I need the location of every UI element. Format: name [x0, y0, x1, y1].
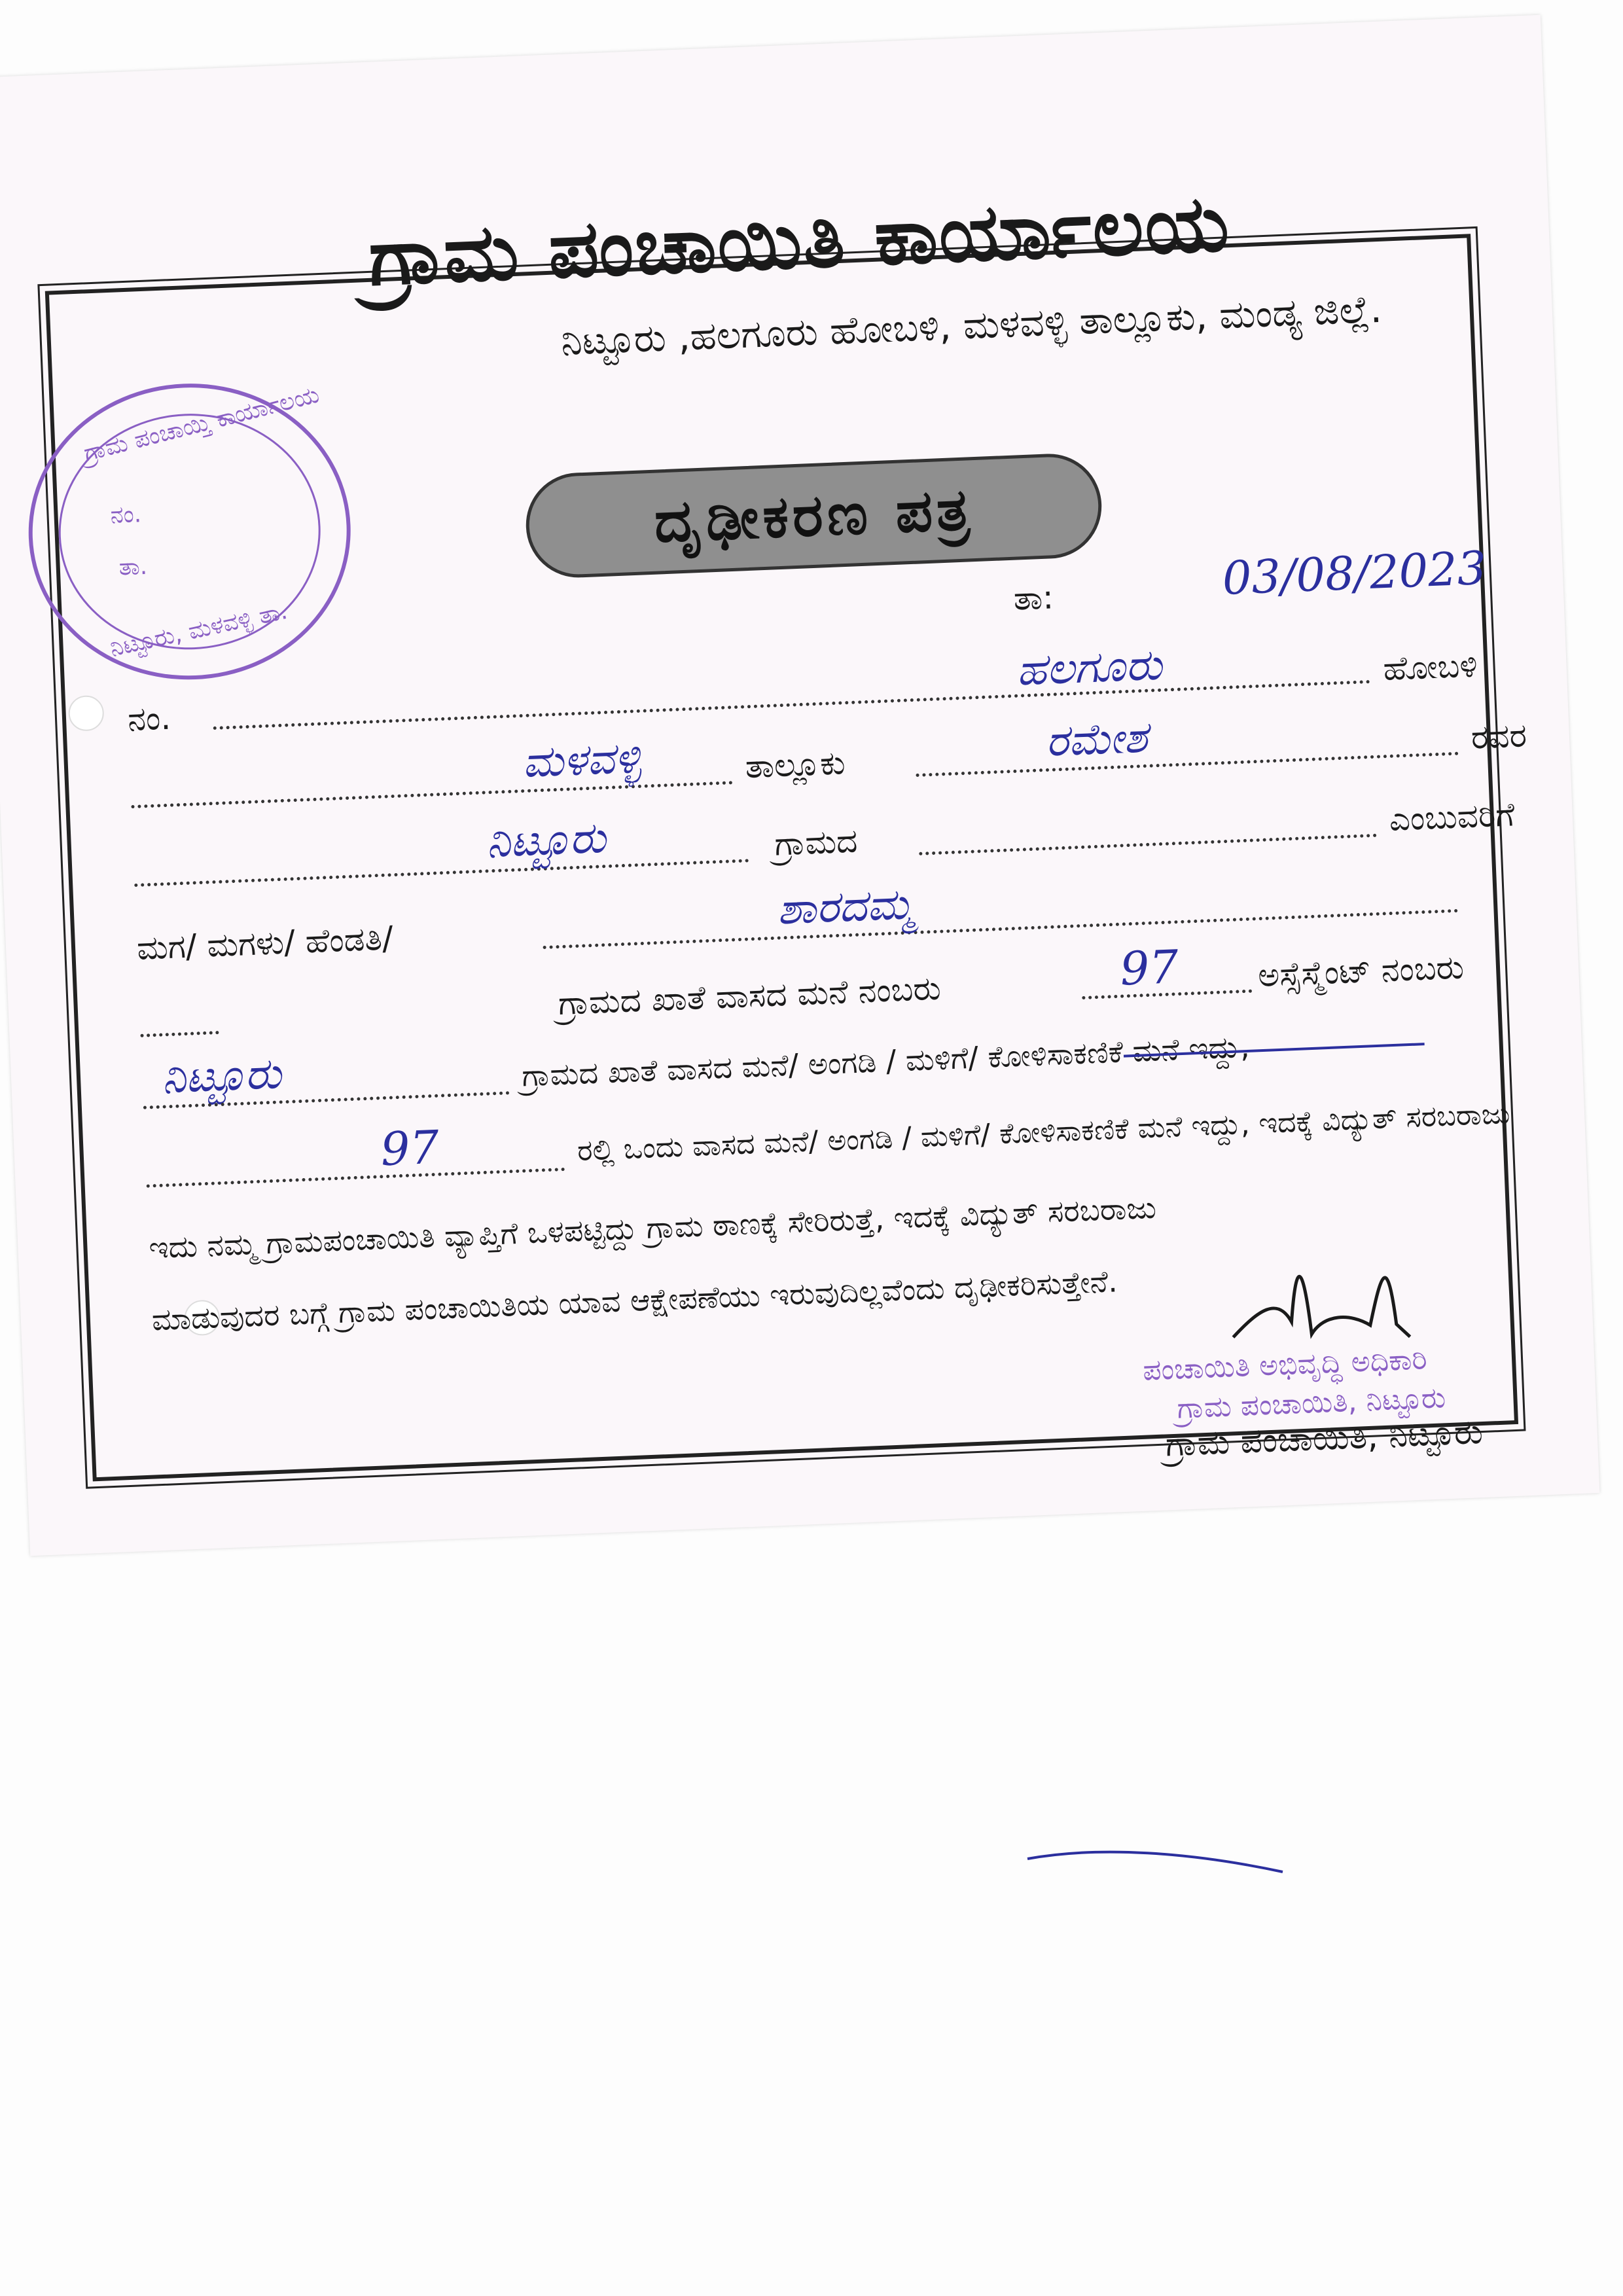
seal-ring-text: ಗ್ರಾಮ ಪಂಚಾಯ್ತಿ ಕಾರ್ಯಾಲಯ — [80, 381, 322, 467]
office-address: ನಿಟ್ಟೂರು ,ಹಲಗೂರು ಹೋಬಳಿ, ಮಳವಳ್ಳಿ ತಾಲ್ಲೂಕು, ಮಂಡ್ಯ ಜಿಲ್ಲೆ. — [560, 286, 1383, 365]
officer-stamp-office: ಗ್ರಾಮ ಪಂಚಾಯಿತಿ, ನಿಟ್ಟೂರು — [1176, 1381, 1447, 1426]
khata-value: 97 — [1119, 940, 1180, 996]
line8-text: ಇದು ನಮ್ಮ ಗ್ರಾಮಪಂಚಾಯಿತಿ ವ್ಯಾಪ್ತಿಗೆ ಒಳಪಟ್ಟಿದ್ದು ಗ್ರಾಮ ಠಾಣಕ್ಕೆ ಸೇರಿರುತ್ತೆ, ಇದಕ್ಕೆ ವಿದ್ಯುತ್ ಸರಬರಾಜು — [148, 1189, 1157, 1266]
number-label: ನಂ. — [126, 698, 172, 739]
office-title: ಗ್ರಾಮ ಪಂಚಾಯಿತಿ ಕಾರ್ಯಾಲಯ — [366, 178, 1232, 304]
officer-stamp-title: ಪಂಚಾಯಿತಿ ಅಭಿವೃದ್ಧಿ ಅಧಿಕಾರಿ — [1142, 1342, 1428, 1388]
embuvarige-label: ಎಂಬುವರಿಗೆ — [1388, 795, 1516, 838]
date-label: ತಾ: — [1012, 578, 1054, 618]
stray-pen-mark — [1021, 1833, 1296, 1885]
date-value: 03/08/2023 — [1221, 541, 1488, 605]
certificate-paper — [0, 15, 1599, 1556]
village-label: ಗ್ರಾಮದ — [774, 821, 859, 863]
seal-number-label: ನಂ. — [109, 501, 142, 529]
seal-date-label: ತಾ. — [118, 552, 148, 581]
office-printed-name: ಗ್ರಾಮ ಪಂಚಾಯಿತಿ, ನಿಟ್ಟೂರು — [1164, 1412, 1484, 1465]
assessment-value: 97 — [380, 1120, 440, 1177]
line9-text: ಮಾಡುವುದರ ಬಗ್ಗೆ ಗ್ರಾಮ ಪಂಚಾಯಿತಿಯ ಯಾವ ಆಕ್ಷೇಪಣೆಯು ಇರುವುದಿಲ್ಲವೆಂದು ದೃಢೀಕರಿಸುತ್ತೇನೆ. — [151, 1263, 1118, 1338]
village-value: ನಿಟ್ಟೂರು — [485, 812, 607, 868]
khata-label: ಗ್ರಾಮದ ಖಾತೆ ವಾಸದ ಮನೆ ನಂಬರು — [557, 969, 942, 1023]
taluk-value: ಮಳವಳ್ಳಿ — [521, 732, 642, 788]
line6-text: ಗ್ರಾಮದ ಖಾತೆ ವಾಸದ ಮನೆ/ ಅಂಗಡಿ / ಮಳಿಗೆ/ ಕೋಳಿಸಾಕಣಿಕೆ ಮನೆ ಇದ್ದು, — [521, 1028, 1251, 1094]
relation-value: ಶಾರದಮ್ಮ — [776, 878, 915, 935]
certificate-name: ದೃಢೀಕರಣ ಪತ್ರ — [652, 475, 975, 556]
relation-label: ಮಗ/ ಮಗಳು/ ಹೆಂಡತಿ/ — [136, 919, 394, 967]
hobli-value: ಹಲಗೂರು — [1015, 639, 1163, 696]
ravara-value: ರಮೇಶ — [1044, 711, 1149, 766]
hobli-label: ಹೋಬಳಿ — [1382, 646, 1478, 689]
village2-value: ನಿಟ್ಟೂರು — [160, 1048, 283, 1103]
assessment-label: ಅಸ್ಸೆಸ್ಮೆಂಟ್ ನಂಬರು — [1257, 948, 1465, 995]
seal-bottom-text: ನಿಟ್ಟೂರು, ಮಳವಳ್ಳಿ ತಾ. — [107, 597, 290, 662]
taluk-label: ತಾಲ್ಲೂಕು — [744, 744, 846, 786]
ravara-label: ರವರ — [1470, 716, 1528, 757]
line7-text: ರಲ್ಲಿ ಒಂದು ವಾಸದ ಮನೆ/ ಅಂಗಡಿ / ಮಳಿಗೆ/ ಕೋಳಿಸಾಕಣಿಕೆ ಮನೆ ಇದ್ದು, ಇದಕ್ಕೆ ವಿದ್ಯುತ್ ಸರಬರಾಜು — [577, 1096, 1511, 1168]
